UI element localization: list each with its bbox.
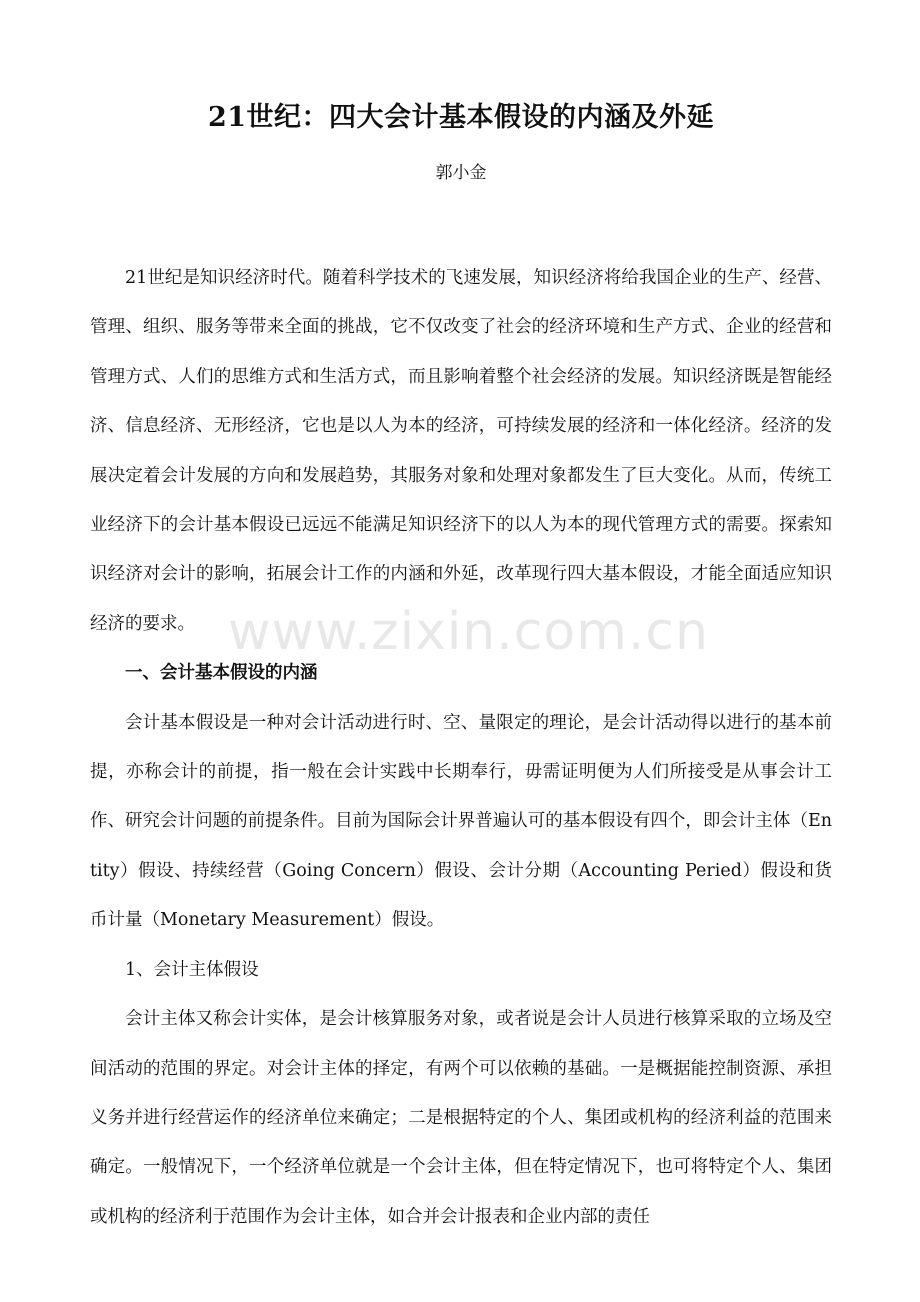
document-author: 郭小金 bbox=[435, 163, 487, 183]
document-body bbox=[90, 254, 832, 1242]
section-heading: 一、会计基本假设的内涵 bbox=[125, 663, 318, 684]
subsection-heading: 1、会计主体假设 bbox=[125, 959, 259, 980]
subsection-paragraph: 会计主体又称会计实体，是会计核算服务对象，或者说是会计人员进行核算采取的立场及空间活动的范围的界定。对会计主体的择定，有两个可以依赖的基础。一是概据能控制资源、承担义务并进行经营运作的经济单位来确定；二是根据特定的个人、集团或机构的经济利益的范围来确定。一般情况下，一个经济单位就是一个会计主体，但在特定情况下，也可将特定个人、集团或机构的经济利于范围作为会计主体，如合并会计报表和企业内部的责任 bbox=[90, 1009, 832, 1227]
section-paragraph: 会计基本假设是一种对会计活动进行时、空、量限定的理论，是会计活动得以进行的基本前提，亦称会计的前提，指一般在会计实践中长期奉行，毋需证明便为人们所接受是从事会计工作、研究会计问题的前提条件。目前为国际会计界普遍认可的基本假设有四个，即会计主体（Entity）假设、持续经营（Going Concern）假设、会计分期（Accounting Peried）假设和货币计量（Monetary Measurement）假设。 bbox=[90, 712, 832, 931]
watermark: www.zixin.com.cn bbox=[228, 602, 709, 662]
document-title: 21世纪：四大会计基本假设的内涵及外延 bbox=[207, 102, 715, 133]
intro-paragraph: 21世纪是知识经济时代。随着科学技术的飞速发展，知识经济将给我国企业的生产、经营、管理、组织、服务等带来全面的挑战，它不仅改变了社会的经济环境和生产方式、企业的经营和管理方式、人们的思维方式和生活方式，而且影响着整个社会经济的发展。知识经济既是智能经济、信息经济、无形经济，它也是以人为本的经济，可持续发展的经济和一体化经济。经济的发展决定着会计发展的方向和发展趋势，其服务对象和处理对象都发生了巨大变化。从而，传统工业经济下的会计基本假设已远远不能满足知识经济下的以人为本的现代管理方式的需要。探索知识经济对会计的影响，拓展会计工作的内涵和外延，改革现行四大基本假设，才能全面适应知识经济的要求。 bbox=[90, 268, 832, 634]
document-page bbox=[90, 98, 832, 1242]
